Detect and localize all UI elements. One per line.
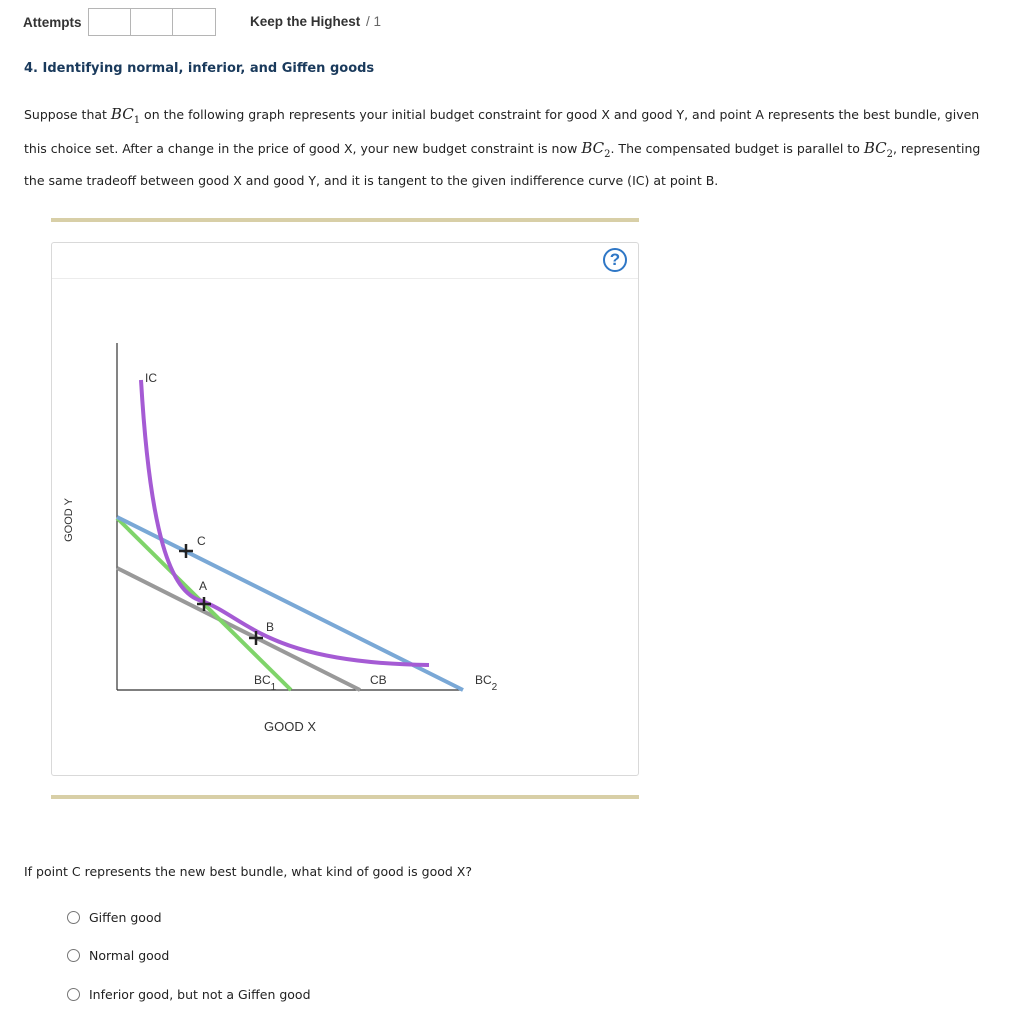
option-giffen-good[interactable] — [67, 907, 311, 927]
intro-text: , representing the same tradeoff between good X and good Y, and it is tangent to the given indifference curve (IC) at point B. — [24, 140, 981, 188]
ic-label: IC — [145, 371, 157, 385]
attempt-box — [131, 9, 173, 35]
point-b-label: B — [266, 620, 275, 634]
attempt-box — [173, 9, 215, 35]
question-intro — [24, 101, 992, 195]
attempts-row — [23, 8, 216, 36]
attempt-box — [89, 9, 131, 35]
divider-bottom — [51, 795, 639, 799]
keep-highest — [250, 14, 381, 29]
cb-label: CB — [370, 673, 387, 687]
intro-text: Suppose that — [24, 107, 111, 122]
radio-button[interactable] — [67, 988, 80, 1001]
x-axis-label: GOOD X — [263, 719, 317, 734]
option-label: Giffen good — [89, 909, 162, 925]
radio-button[interactable] — [67, 911, 80, 924]
question-title: 4. Identifying normal, inferior, and Giffen goods — [24, 61, 375, 76]
attempt-boxes — [88, 8, 216, 36]
point-a-label: A — [199, 579, 208, 593]
option-label: Normal good — [89, 948, 170, 963]
radio-button[interactable] — [67, 949, 80, 962]
attempts-label: Attempts — [23, 14, 82, 30]
help-icon[interactable]: ? — [603, 248, 627, 272]
math-bc1: $BC_1$ — [110, 105, 141, 126]
bc2-label: $BC_2$ — [475, 673, 498, 693]
indifference-curve — [141, 380, 429, 665]
graph-canvas — [52, 243, 638, 775]
intro-text: . The compensated budget is parallel to — [610, 140, 864, 156]
y-axis-label: GOOD Y — [63, 498, 75, 542]
answer-options — [67, 907, 311, 1023]
intro-text: on the following graph represents your initial budget constraint for good X and good Y, and point A represents the best bundle, given this choice set. After a change in the price of good X, your new budget constraint is now — [24, 107, 980, 156]
math-bc2: $BC_2$ — [581, 138, 611, 160]
point-c-label: C — [197, 534, 206, 548]
math-bc2: $BC_2$ — [863, 138, 893, 160]
option-inferior-good[interactable] — [67, 984, 311, 1004]
keep-highest-label: Keep the Highest — [250, 14, 361, 29]
graph-panel — [51, 242, 639, 776]
keep-highest-value: / 1 — [366, 14, 382, 29]
option-normal-good[interactable] — [67, 946, 311, 966]
bc1-label: $BC_1$ — [254, 673, 277, 693]
question-prompt: If point C represents the new best bundle, what kind of good is good X? — [24, 864, 472, 879]
compensated-budget-line — [117, 568, 360, 690]
option-label: Inferior good, but not a Giffen good — [89, 986, 311, 1002]
divider-top — [51, 218, 639, 222]
